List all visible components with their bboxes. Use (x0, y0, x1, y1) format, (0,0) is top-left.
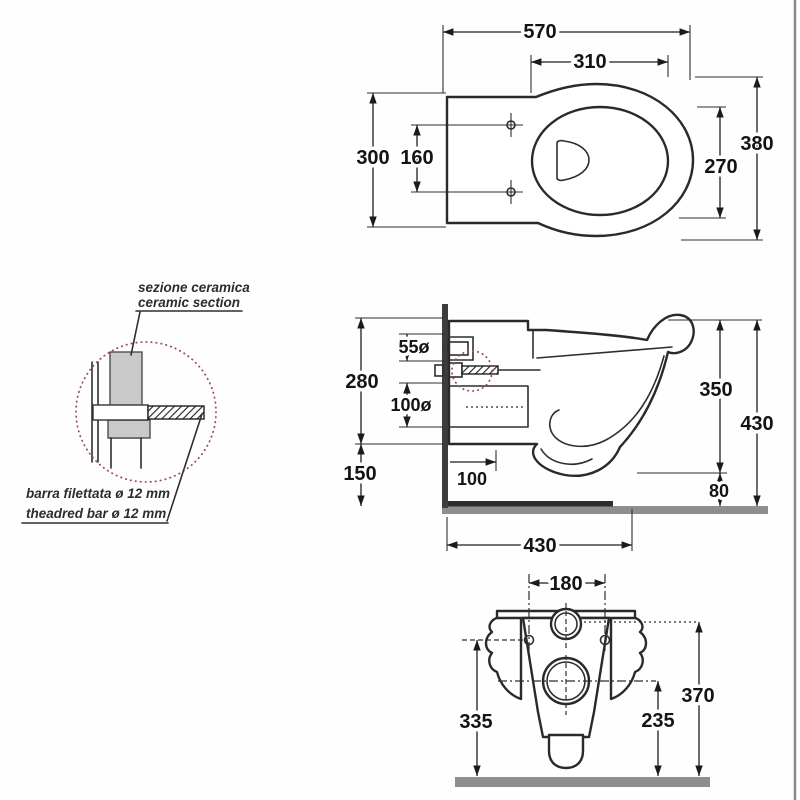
dimension-430-bottom (447, 509, 632, 557)
dimension-150 (343, 444, 376, 506)
detail-bar-label-it: barra filettata ø 12 mm (26, 486, 171, 501)
dim-side-outlet-axis-offset: 100 (456, 469, 488, 489)
fixing-bracket (93, 405, 148, 420)
dim-side-body-height-front: 350 (699, 379, 733, 401)
dimension-80 (709, 473, 729, 506)
dimension-100-diameter (390, 383, 445, 427)
leader-line-top (131, 312, 140, 355)
dim-top-opening-depth: 270 (704, 156, 738, 178)
dim-top-opening-width: 310 (573, 51, 607, 73)
detail-bar-label-en: theadred bar ø 12 mm (26, 506, 167, 521)
dim-front-inlet-axis-height: 370 (681, 685, 715, 707)
dim-top-bowl-width: 380 (740, 133, 774, 155)
detail-view (22, 280, 250, 523)
dim-side-body-height-back: 280 (345, 371, 379, 393)
dimension-180 (529, 573, 605, 595)
dimension-100-offset (450, 450, 496, 489)
dimension-235 (641, 681, 674, 776)
dimension-335 (459, 640, 492, 776)
top-view (356, 21, 773, 240)
detail-title-en: ceramic section (138, 295, 241, 310)
dim-front-holes-height: 335 (459, 711, 493, 733)
toilet-plan-outline (447, 84, 693, 236)
ceramic-flange (108, 420, 150, 438)
front-view (455, 573, 715, 787)
dim-front-outlet-axis-height: 235 (641, 710, 675, 732)
wall-section (442, 304, 448, 508)
dim-top-hole-spacing: 160 (400, 147, 434, 169)
threaded-bar-detail (148, 406, 204, 419)
trap-bottom (549, 735, 583, 768)
dim-top-rear-flat-width: 300 (356, 147, 390, 169)
floor-bar (455, 777, 710, 787)
dimension-570 (443, 21, 690, 93)
left-ear (486, 617, 521, 699)
dim-front-hole-spacing: 180 (549, 573, 583, 595)
dim-side-inlet-diameter: 55ø (398, 337, 430, 357)
dim-side-base-to-floor: 150 (343, 463, 377, 485)
floor-line (442, 501, 613, 507)
dim-side-top-height: 430 (740, 413, 774, 435)
dim-side-overall-depth: 430 (523, 535, 557, 557)
dim-side-outlet-diameter: 100ø (390, 395, 432, 415)
detail-title-it: sezione ceramica (138, 280, 250, 295)
dimension-55 (398, 334, 445, 361)
dim-top-overall-width: 570 (523, 21, 557, 43)
right-ear (611, 617, 646, 699)
dimension-370 (681, 622, 714, 776)
dimension-430-right (740, 320, 773, 506)
toilet-side-profile (449, 315, 694, 476)
floor-bar (442, 506, 768, 514)
leader-line-bottom (167, 414, 202, 521)
side-view (343, 304, 773, 557)
dim-side-bottom-clearance: 80 (708, 481, 730, 501)
